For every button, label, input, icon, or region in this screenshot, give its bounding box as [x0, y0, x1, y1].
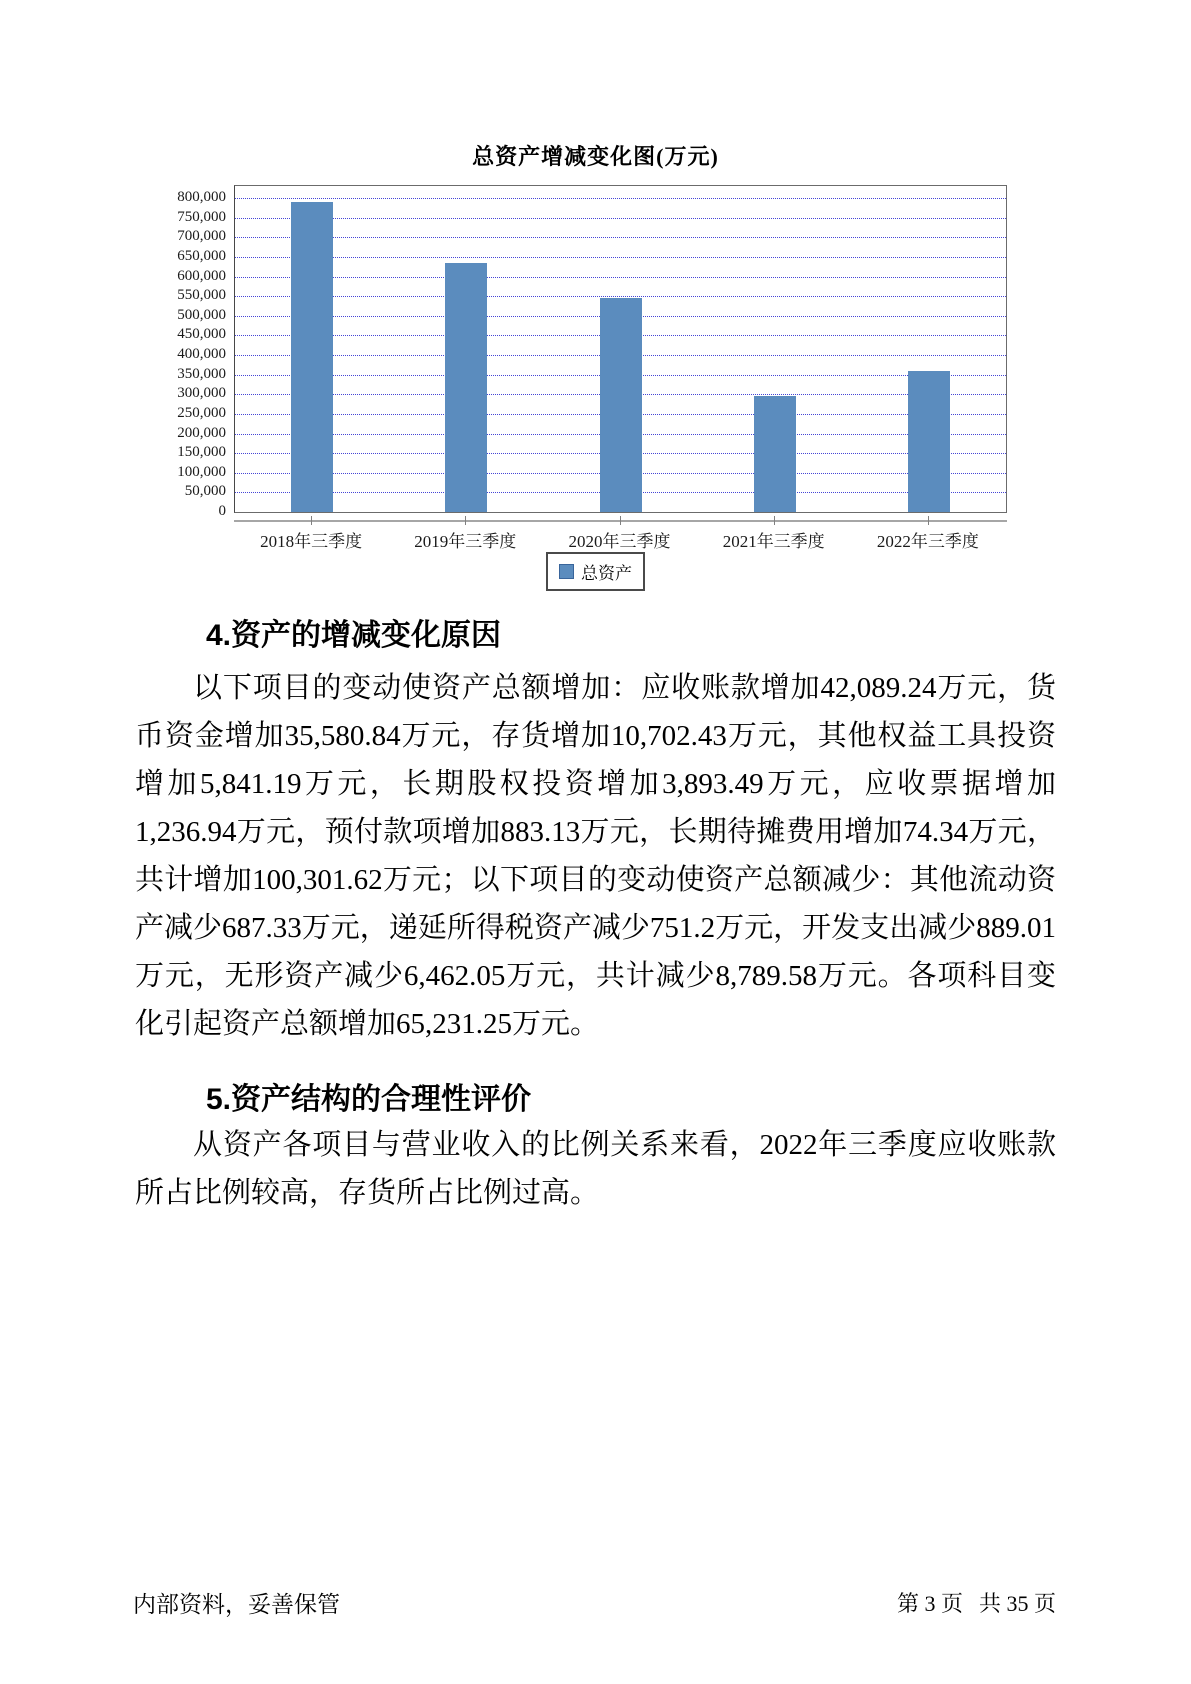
bar-2021年三季度	[754, 396, 796, 512]
legend-swatch-icon	[559, 564, 574, 579]
section-heading-5: 5.资产结构的合理性评价	[206, 1083, 532, 1116]
x-axis-tick	[774, 516, 775, 525]
y-axis-tick-label: 100,000	[177, 463, 226, 480]
y-axis-tick-label: 0	[218, 503, 226, 519]
y-axis-tick-label: 400,000	[177, 346, 226, 362]
x-axis-tick-label: 2022年三季度	[876, 532, 979, 551]
bar-2019年三季度	[445, 263, 487, 512]
x-axis-tick	[465, 516, 466, 525]
y-axis-tick-label: 750,000	[177, 208, 226, 225]
y-axis-tick-label: 800,000	[177, 189, 226, 205]
y-axis-tick-label: 600,000	[177, 267, 226, 284]
footer-confidential-note: 内部资料，妥善保管	[133, 1591, 340, 1617]
y-axis-tick-label: 50,000	[184, 483, 226, 500]
chart-plot-area	[234, 185, 1007, 513]
y-axis-tick-label: 700,000	[177, 228, 226, 245]
x-axis-tick-label: 2020年三季度	[568, 532, 671, 551]
bar-2020年三季度	[600, 298, 642, 512]
x-axis-tick-label: 2021年三季度	[722, 532, 825, 551]
chart-legend	[546, 552, 645, 591]
legend-label: 总资产	[581, 564, 632, 583]
footer-page-indicator	[897, 1587, 1056, 1618]
x-axis-tick	[311, 516, 312, 525]
y-axis-tick-label: 250,000	[177, 404, 226, 421]
y-axis-tick-label: 300,000	[177, 385, 226, 402]
y-axis-tick-label: 550,000	[177, 287, 226, 304]
bar-2022年三季度	[908, 371, 950, 512]
y-axis-tick-label: 500,000	[177, 306, 226, 323]
gridline	[235, 237, 1006, 238]
gridline	[235, 218, 1006, 219]
gridline	[235, 277, 1006, 278]
y-axis-tick-label: 200,000	[177, 424, 226, 441]
x-axis-tick	[620, 516, 621, 525]
footer-page-total: 共 35 页	[978, 1591, 1056, 1616]
x-axis-tick-label: 2018年三季度	[260, 532, 363, 551]
x-axis-line	[234, 520, 1007, 522]
section-4-paragraph: 以下项目的变动使资产总额增加：应收账款增加42,089.24万元，货币资金增加35,580.84万元，存货增加10,702.43万元，其他权益工具投资增加5,841.19万元，长期股权投资增加3,893.49万元，应收票据增加1,236.94万元，预付款项增加883.13万元，长期待摊费用增加74.34万元，共计增加100,301.62万元；以下项目的变动使资产总额减少：其他流动资产减少687.33万元，递延所得税资产减少751.2万元，开发支出减少889.01万元，无形资产减少6,462.05万元，共计减少8,789.58万元。各项科目变化引起资产总额增加65,231.25万元。	[135, 672, 1056, 1040]
x-axis-tick	[928, 516, 929, 525]
section-5-paragraph: 从资产各项目与营业收入的比例关系来看，2022年三季度应收账款所占比例较高，存货所占比例过高。	[135, 1129, 1056, 1209]
y-axis-tick-label: 150,000	[177, 444, 226, 461]
chart-title: 总资产增减变化图(万元)	[472, 144, 719, 169]
y-axis-tick-label: 650,000	[177, 247, 226, 264]
footer-page-number: 第 3 页	[896, 1591, 963, 1616]
section-heading-4: 4.资产的增减变化原因	[206, 619, 502, 652]
y-axis-tick-label: 450,000	[177, 326, 226, 343]
gridline	[235, 198, 1006, 199]
chart-legend-row	[135, 552, 1056, 591]
y-axis-tick-label: 350,000	[177, 365, 226, 382]
x-axis-tick-label: 2019年三季度	[414, 532, 517, 551]
gridline	[235, 296, 1006, 297]
gridline	[235, 257, 1006, 258]
bar-2018年三季度	[291, 202, 333, 512]
